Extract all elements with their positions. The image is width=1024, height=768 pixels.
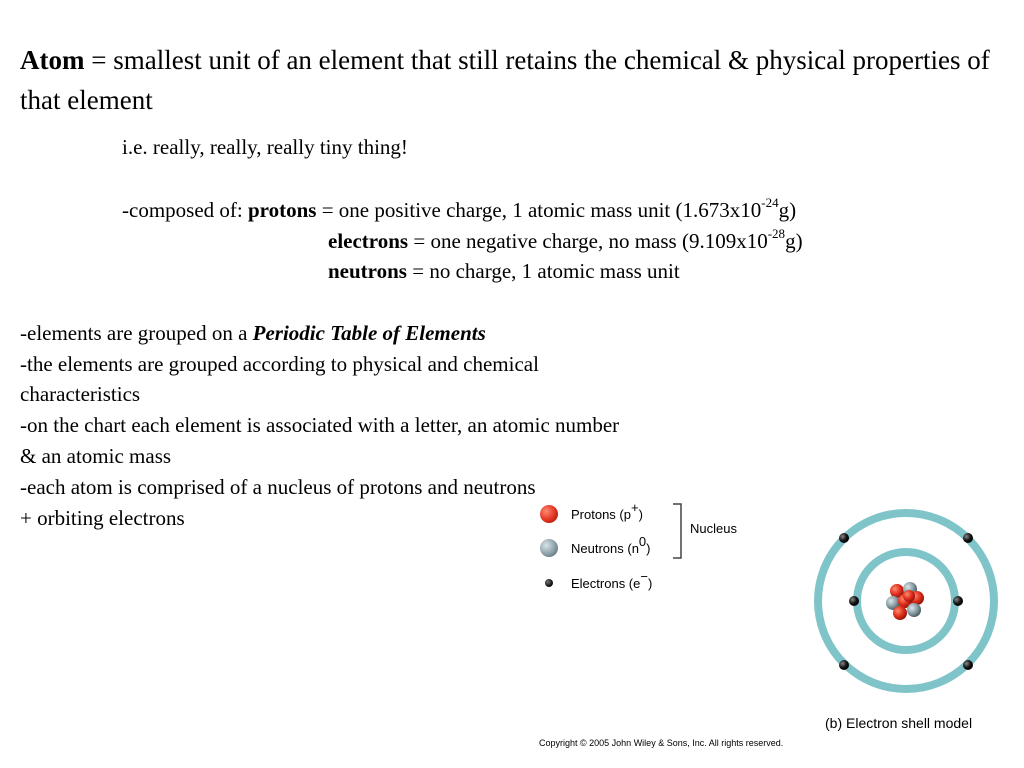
bullet-grouping-line2: characteristics	[20, 382, 141, 406]
electrons-equals: =	[408, 229, 431, 253]
figure-caption: (b) Electron shell model	[825, 715, 973, 731]
legend-nucleus-label: Nucleus	[690, 521, 737, 536]
definition-text: smallest unit of an element that still retains the chemical & physical properties of that element	[20, 45, 990, 115]
legend-electrons-label: Electrons (e	[571, 576, 641, 591]
neutrons-equals: =	[406, 259, 430, 283]
protons-term: protons	[247, 198, 317, 222]
legend-protons-close: )	[638, 507, 643, 522]
bullet-nucleus-line1: -each atom is comprised of a nucleus of protons and neutrons	[20, 475, 536, 499]
bullet-periodic-table	[20, 321, 486, 345]
electrons-term: electrons	[328, 229, 409, 253]
electrons-text: one negative charge, no mass (9.109x10	[430, 229, 768, 253]
protons-text: one positive charge, 1 atomic mass unit (1.673x10	[338, 198, 762, 222]
neutron-legend-dot	[540, 539, 558, 557]
bullet-nucleus-line2: + orbiting electrons	[20, 506, 185, 530]
protons-equals: =	[316, 198, 339, 222]
protons-exponent: -24	[761, 195, 779, 210]
electron	[953, 596, 963, 606]
electron	[963, 660, 973, 670]
electron	[839, 533, 849, 543]
electron	[963, 533, 973, 543]
legend-protons-sup: +	[630, 499, 639, 515]
proton-legend-dot	[540, 505, 558, 523]
bullet-chart-line2: & an atomic mass	[20, 444, 172, 468]
bullet-periodic-table-text: -elements are grouped on a	[20, 321, 253, 345]
legend-electrons-close: )	[647, 576, 653, 591]
protons-suffix: g)	[778, 198, 797, 222]
composition-neutrons-line	[328, 259, 680, 283]
nucleus-bracket	[672, 502, 692, 560]
periodic-table-emphasis: Periodic Table of Elements	[252, 321, 486, 345]
nucleus-cluster	[886, 582, 924, 620]
legend-electrons	[571, 568, 653, 591]
composition-protons-line	[122, 195, 797, 222]
legend-electrons-sup: −	[640, 568, 648, 584]
copyright-notice: Copyright © 2005 John Wiley & Sons, Inc. All rights reserved.	[539, 738, 784, 748]
electron	[839, 660, 849, 670]
legend-neutrons-label: Neutrons (n	[571, 541, 639, 556]
definition-term: Atom	[20, 45, 85, 75]
example-line: i.e. really, really, really tiny thing!	[122, 135, 408, 159]
legend-neutrons-sup: 0	[638, 533, 647, 549]
electrons-suffix: g)	[785, 229, 803, 253]
composition-electrons-line	[328, 226, 803, 253]
composition-prefix: -composed of:	[122, 198, 248, 222]
neutrons-text: no charge, 1 atomic mass unit	[429, 259, 680, 283]
definition-equals: =	[84, 45, 114, 75]
electron-legend-dot	[545, 579, 553, 587]
bullet-grouping-line1: -the elements are grouped according to physical and chemical	[20, 352, 539, 376]
electrons-exponent: -28	[767, 226, 786, 241]
legend-neutrons	[571, 533, 651, 556]
neutrons-term: neutrons	[328, 259, 407, 283]
electron-shell-diagram	[806, 502, 1006, 702]
legend-protons-label: Protons (p	[571, 507, 631, 522]
legend-neutrons-close: )	[646, 541, 651, 556]
legend-protons	[571, 499, 643, 522]
electron	[849, 596, 859, 606]
atom-definition	[20, 40, 1000, 120]
bullet-chart-line1: -on the chart each element is associated with a letter, an atomic number	[20, 413, 620, 437]
